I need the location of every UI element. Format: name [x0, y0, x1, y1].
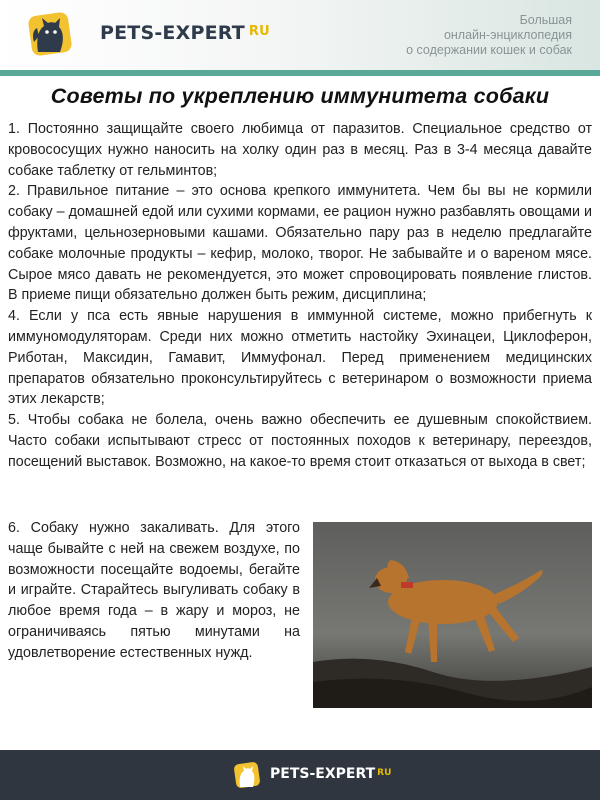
footer-brand-suffix: RU — [377, 768, 392, 778]
tagline-line: о содержании кошек и собак — [406, 43, 572, 57]
list-item: 1. Постоянно защищайте своего любимца от паразитов. Специальное средство от кровососущих нужно наносить на холку один раз в месяц. Раз в 3-4 месяца давайте собаке таблетку от гельминтов; — [8, 121, 592, 179]
article-body — [8, 119, 592, 473]
cat-dog-logo-icon[interactable] — [26, 12, 76, 58]
tagline-line: онлайн-энциклопедия — [443, 28, 572, 42]
footer-brand-text[interactable]: PETS-EXPERT $^{RU}$ — [270, 766, 392, 782]
list-item: 2. Правильное питание – это основа крепкого иммунитета. Чем бы вы не кормили собаку – домашней едой или сухими кормами, ее рацион нужно разбавлять овощами и фруктами, цельнозерновыми кашами. Обязательно пару раз в неделю предлагайте собаке молочные продукты – кефир, молоко, творог. Не забывайте и о вареном мясе. Сырое мясо давать не рекомендуется, это может спровоцировать появление глистов. В приеме пищи обязательно должен быть режим, дисциплина; — [8, 183, 592, 304]
list-item: 5. Чтобы собака не болела, очень важно обеспечить ее душевным спокойствием. Часто собаки испытывают стресс от постоянных походов к ветеринару, переездов, посещений выставок. Возможно, на какое-то время стоит отказаться от выхода в свет; — [8, 412, 592, 470]
article-title: Советы по укреплению иммунитета собаки — [50, 84, 550, 108]
header-divider — [0, 70, 600, 76]
tagline-line: Большая — [519, 13, 572, 27]
site-header — [0, 0, 600, 72]
brand-suffix: RU — [248, 24, 270, 39]
dog-running-photo — [313, 522, 592, 708]
cat-dog-logo-icon[interactable] — [232, 761, 262, 789]
site-footer — [0, 750, 600, 800]
list-item: 4. Если у пса есть явные нарушения в иммунной системе, можно прибегнуть к иммуномодуляторам. Среди них можно отметить настойку Эхинацеи, Циклоферон, Риботан, Максидин, Гамавит, Иммуфонал. Перед применением медицинских препаратов обязательно проконсультируйтесь с ветеринаром о возможности приема этих лекарств; — [8, 308, 592, 408]
site-tagline — [406, 13, 572, 58]
brand-logo-text[interactable]: PETS-EXPERT $^{RU}$ — [100, 22, 270, 44]
list-item-last: 6. Собаку нужно закаливать. Для этого чаще бывайте с ней на свежем воздухе, по возможности посещайте водоемы, бегайте и играйте. Старайтесь выгуливать собаку в любое время года – в жару и мороз, не ограничиваясь пятью минутами на удовлетворение естественных нужд. — [8, 520, 300, 661]
